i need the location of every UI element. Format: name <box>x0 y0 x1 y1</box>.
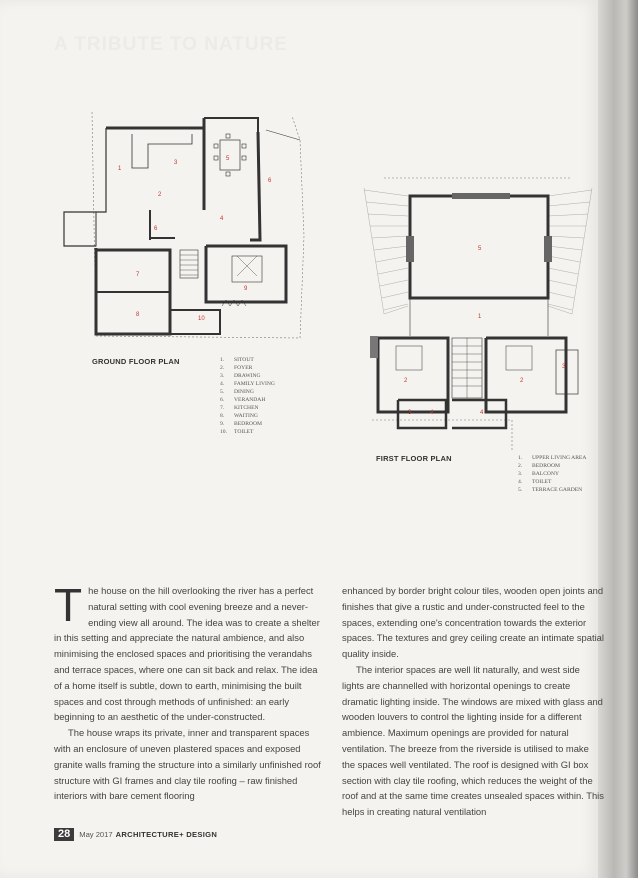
faded-heading: A TRIBUTE TO NATURE <box>54 34 288 55</box>
page-footer <box>54 828 217 841</box>
first-floor-legend <box>518 454 586 494</box>
paragraph: enhanced by border bright colour tiles, wooden open joints and finishes that give a rustic and under-constructed feel to the spaces, extending one's concentration towards the exterior spaces. The textures and grey ceiling create an intimate spatial quality inside. <box>342 585 604 660</box>
page-number: 28 <box>54 828 74 841</box>
article-column-right <box>342 583 604 820</box>
gf-room-1: 1 <box>118 166 122 172</box>
legend-item: 2. BEDROOM <box>518 463 560 469</box>
gf-room-7: 7 <box>136 272 140 278</box>
legend-item: 5. TERRACE GARDEN <box>518 487 583 493</box>
ground-floor-plan <box>64 112 304 338</box>
ff-room-3b: 3 <box>408 410 412 416</box>
legend-item: 2. FOYER <box>220 365 253 371</box>
paragraph: The house on the hill overlooking the river has a perfect natural setting with cool evening breeze and a never-ending view all around. The idea was to create a shelter in this setting and appreciate the natural ambience, and also minimising the enclosed spaces and prioritising the verandahs and terrace spaces, where one can sit back and relax. The idea of a home itself is subtle, down to earth, minimising the built spaces and cost through methods of unfinished: an early beginning to an aesthetic of the under-constructed. <box>54 579 320 723</box>
gf-room-6b: 6 <box>154 226 158 232</box>
gf-room-3: 3 <box>174 160 178 166</box>
paragraph: The house wraps its private, inner and transparent spaces with an enclosure of uneven plastered spaces and exposed granite walls framing the structure into a similarly unfinished roof structure with GI frames and clay tile roofing – raw finished interiors with bare cement flooring <box>54 727 321 802</box>
legend-item: 1. SITOUT <box>220 357 254 363</box>
gf-room-9: 9 <box>244 286 248 292</box>
ff-room-2a: 2 <box>404 378 408 384</box>
legend-item: 7. KITCHEN <box>220 405 259 411</box>
ff-room-2b: 2 <box>520 378 524 384</box>
gf-room-4: 4 <box>220 216 224 222</box>
legend-item: 10. TOILET <box>220 429 254 435</box>
legend-item: 4. FAMILY LIVING <box>220 381 275 387</box>
ff-room-5: 5 <box>478 246 482 252</box>
gf-room-2: 2 <box>158 192 162 198</box>
legend-item: 8. WAITING <box>220 413 258 419</box>
ff-room-1: 1 <box>478 314 482 320</box>
legend-item: 5. DINING <box>220 389 254 395</box>
legend-item: 6. VERANDAH <box>220 397 266 403</box>
gf-room-10: 10 <box>198 316 205 322</box>
legend-item: 1. UPPER LIVING AREA <box>518 455 587 461</box>
drop-cap: T <box>54 579 83 631</box>
ground-floor-plan-title: GROUND FLOOR PLAN <box>92 357 180 366</box>
gf-room-5: 5 <box>226 156 230 162</box>
gf-room-8: 8 <box>136 312 140 318</box>
gf-room-6: 6 <box>268 178 272 184</box>
ff-room-4b: 4 <box>480 410 484 416</box>
legend-item: 3. DRAWING <box>220 373 261 379</box>
ground-floor-legend <box>220 356 275 436</box>
ff-room-4a: 4 <box>430 410 434 416</box>
legend-item: 9. BEDROOM <box>220 421 262 427</box>
first-floor-plan-title: FIRST FLOOR PLAN <box>376 454 452 463</box>
paragraph: The interior spaces are well lit naturally, and west side lights are channelled with horizontal openings to create dramatic lighting inside. The windows are mixed with glass and wooden louvers to control the lighting inside for a different ambience. Maximum openings are provided for natural ventilation. The breeze from the riverside is utilised to make the spaces well ventilated. The roof is designed with GI box section with clay tile roofing, which reduces the weight of the roof and at the same time creates unsealed spaces within. This helps in creating natural ventilation <box>342 663 604 818</box>
issue-date: May 2017 <box>79 830 113 839</box>
legend-item: 4. TOILET <box>518 479 552 485</box>
magazine-name: ARCHITECTURE+ DESIGN <box>115 830 218 839</box>
article-column-left <box>54 579 322 804</box>
ff-room-3a: 3 <box>562 364 566 370</box>
page-gutter <box>598 0 638 878</box>
legend-item: 3. BALCONY <box>518 471 560 477</box>
